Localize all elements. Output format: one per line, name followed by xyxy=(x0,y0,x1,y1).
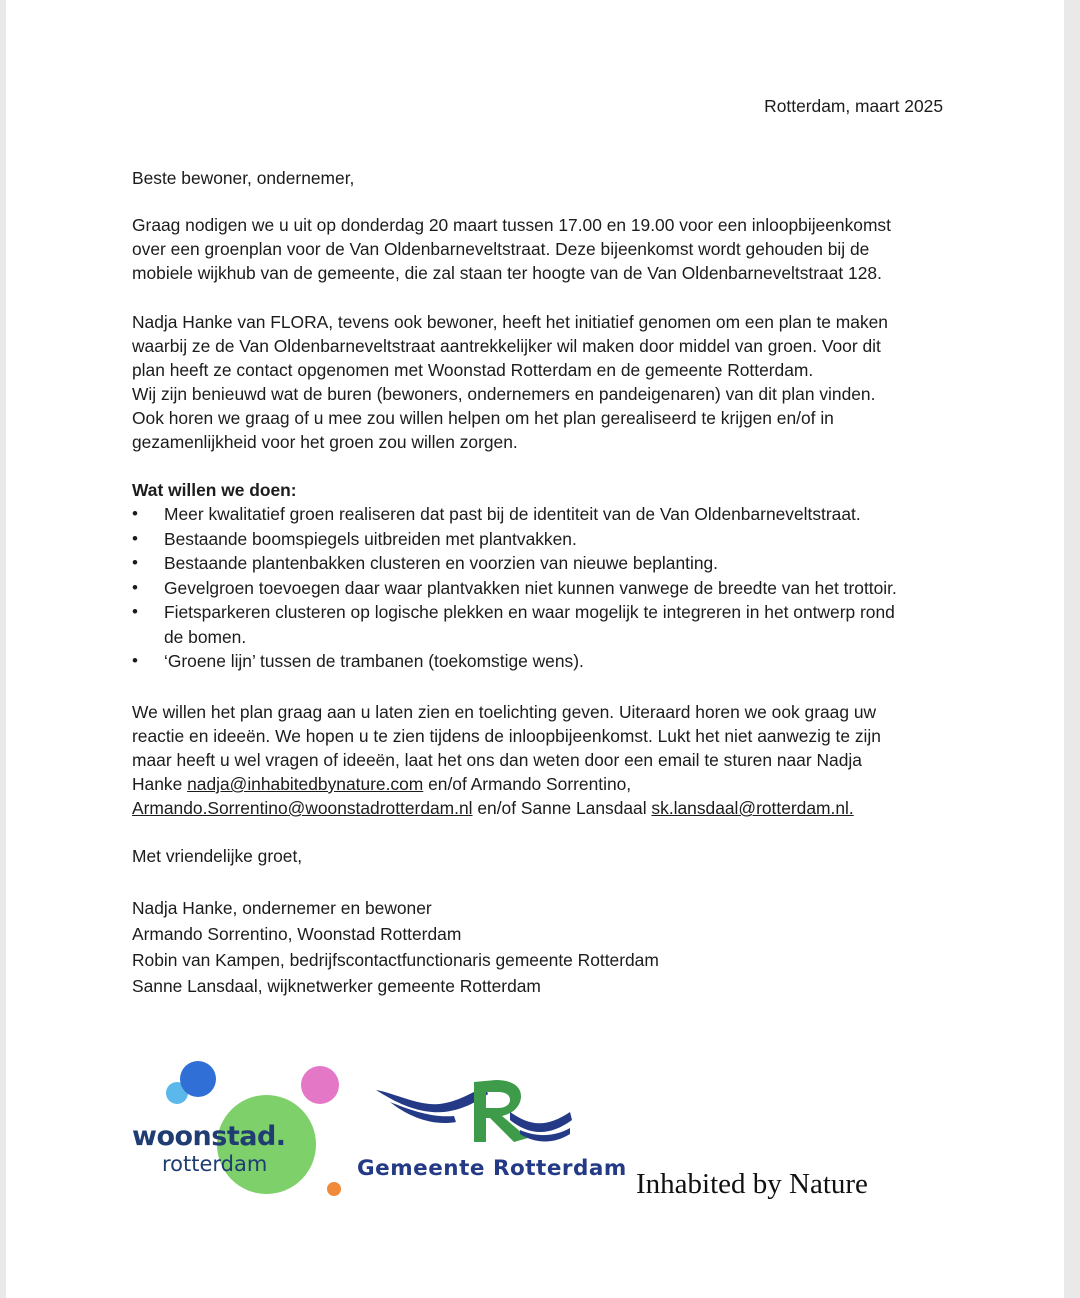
letter-page xyxy=(6,0,1064,1298)
bullet-icon: • xyxy=(132,553,138,572)
signatory: Armando Sorrentino, Woonstad Rotterdam xyxy=(132,924,462,944)
signatories xyxy=(132,895,659,999)
woonstad-subtitle: rotterdam xyxy=(162,1152,268,1176)
gemeente-rotterdam-logo xyxy=(356,1072,636,1192)
paragraph-line xyxy=(132,772,881,796)
bullet-icon: • xyxy=(132,528,138,548)
list-item-text: de bomen. xyxy=(164,626,247,647)
bullet-icon: • xyxy=(132,577,138,597)
list-item xyxy=(132,600,897,649)
plan-bullet-list xyxy=(132,502,897,674)
paragraph-line: reactie en ideeën. We hopen u te zien tijdens de inloopbijeenkomst. Lukt het niet aanwezig te zijn xyxy=(132,726,881,746)
list-item-text: Bestaande boomspiegels uitbreiden met plantvakken. xyxy=(164,528,577,549)
bullet-icon: • xyxy=(132,602,138,621)
inhabited-by-nature-logo: Inhabited by Nature xyxy=(636,1168,868,1200)
text-segment: en/of Sanne Lansdaal xyxy=(472,798,652,818)
letter-date: Rotterdam, maart 2025 xyxy=(764,96,943,116)
signatory: Robin van Kampen, bedrijfscontactfunctionaris gemeente Rotterdam xyxy=(132,950,659,970)
woonstad-logo xyxy=(126,1055,356,1205)
paragraph-line: plan heeft ze contact opgenomen met Woonstad Rotterdam en de gemeente Rotterdam. xyxy=(132,360,814,380)
bullet-icon: • xyxy=(132,504,138,523)
bullet-icon: • xyxy=(132,651,138,670)
viewer-right-edge xyxy=(1064,0,1080,1298)
list-item-text: Bestaande plantenbakken clusteren en voorzien van nieuwe beplanting. xyxy=(164,553,718,573)
paragraph-line: Nadja Hanke van FLORA, tevens ook bewoner, heeft het initiatief genomen om een plan te maken xyxy=(132,312,888,332)
list-item-text: Gevelgroen toevoegen daar waar plantvakken niet kunnen vanwege de breedte van het trottoir. xyxy=(164,577,897,598)
gemeente-r-emblem-icon xyxy=(370,1072,580,1152)
text-segment: en/of Armando Sorrentino, xyxy=(423,774,632,794)
text-segment: Hanke xyxy=(132,774,188,794)
paragraph-invitation xyxy=(132,213,891,285)
pink-dot-icon xyxy=(301,1066,339,1104)
paragraph-line: gezamenlijkheid voor het groen zou willen zorgen. xyxy=(132,432,518,452)
paragraph-line: Ook horen we graag of u mee zou willen helpen om het plan gerealiseerd te krijgen en/of in xyxy=(132,408,834,428)
paragraph-initiative xyxy=(132,310,888,454)
paragraph-line: Graag nodigen we u uit op donderdag 20 maart tussen 17.00 en 19.00 voor een inloopbijeenkomst xyxy=(132,215,891,235)
signatory: Sanne Lansdaal, wijknetwerker gemeente Rotterdam xyxy=(132,976,541,996)
paragraph-line: waarbij ze de Van Oldenbarneveltstraat aantrekkelijker wil maken door middel van groen. Voor dit xyxy=(132,336,881,356)
list-item xyxy=(132,649,897,674)
closing: Met vriendelijke groet, xyxy=(132,846,303,866)
signatory: Nadja Hanke, ondernemer en bewoner xyxy=(132,898,432,918)
gemeente-wordmark: Gemeente Rotterdam xyxy=(357,1156,627,1181)
paragraph-line xyxy=(132,796,881,820)
greeting: Beste bewoner, ondernemer, xyxy=(132,168,355,188)
list-item xyxy=(132,527,897,552)
list-item xyxy=(132,576,897,601)
woonstad-wordmark: woonstad. xyxy=(132,1121,286,1152)
email-link-armando[interactable]: Armando.Sorrentino@woonstadrotterdam.nl xyxy=(132,798,473,818)
paragraph-line: We willen het plan graag aan u laten zien en toelichting geven. Uiteraard horen we ook graag uw xyxy=(132,702,877,722)
blue-dot-icon xyxy=(180,1061,216,1097)
list-item-text: Meer kwalitatief groen realiseren dat past bij de identiteit van de Van Oldenbarneveltstraat. xyxy=(164,504,861,524)
list-item-text: ‘Groene lijn’ tussen de trambanen (toekomstige wens). xyxy=(164,651,584,671)
paragraph-line: over een groenplan voor de Van Oldenbarneveltstraat. Deze bijeenkomst wordt gehouden bij de xyxy=(132,239,870,259)
paragraph-contact xyxy=(132,700,881,820)
email-link-sanne[interactable]: sk.lansdaal@rotterdam.nl. xyxy=(651,798,854,818)
paragraph-line: maar heeft u wel vragen of ideeën, laat het ons dan weten door een email te sturen naar Nadja xyxy=(132,750,862,770)
orange-dot-icon xyxy=(327,1182,341,1196)
email-link-nadja[interactable]: nadja@inhabitedbynature.com xyxy=(187,774,424,794)
section-heading: Wat willen we doen: xyxy=(132,480,297,500)
paragraph-line: Wij zijn benieuwd wat de buren (bewoners, ondernemers en pandeigenaren) van dit plan vinden. xyxy=(132,384,876,404)
list-item-text: Fietsparkeren clusteren op logische plekken en waar mogelijk te integreren in het ontwerp rond xyxy=(164,602,895,622)
paragraph-line: mobiele wijkhub van de gemeente, die zal staan ter hoogte van de Van Oldenbarneveltstraat 128. xyxy=(132,263,882,283)
list-item xyxy=(132,551,897,576)
list-item xyxy=(132,502,897,527)
